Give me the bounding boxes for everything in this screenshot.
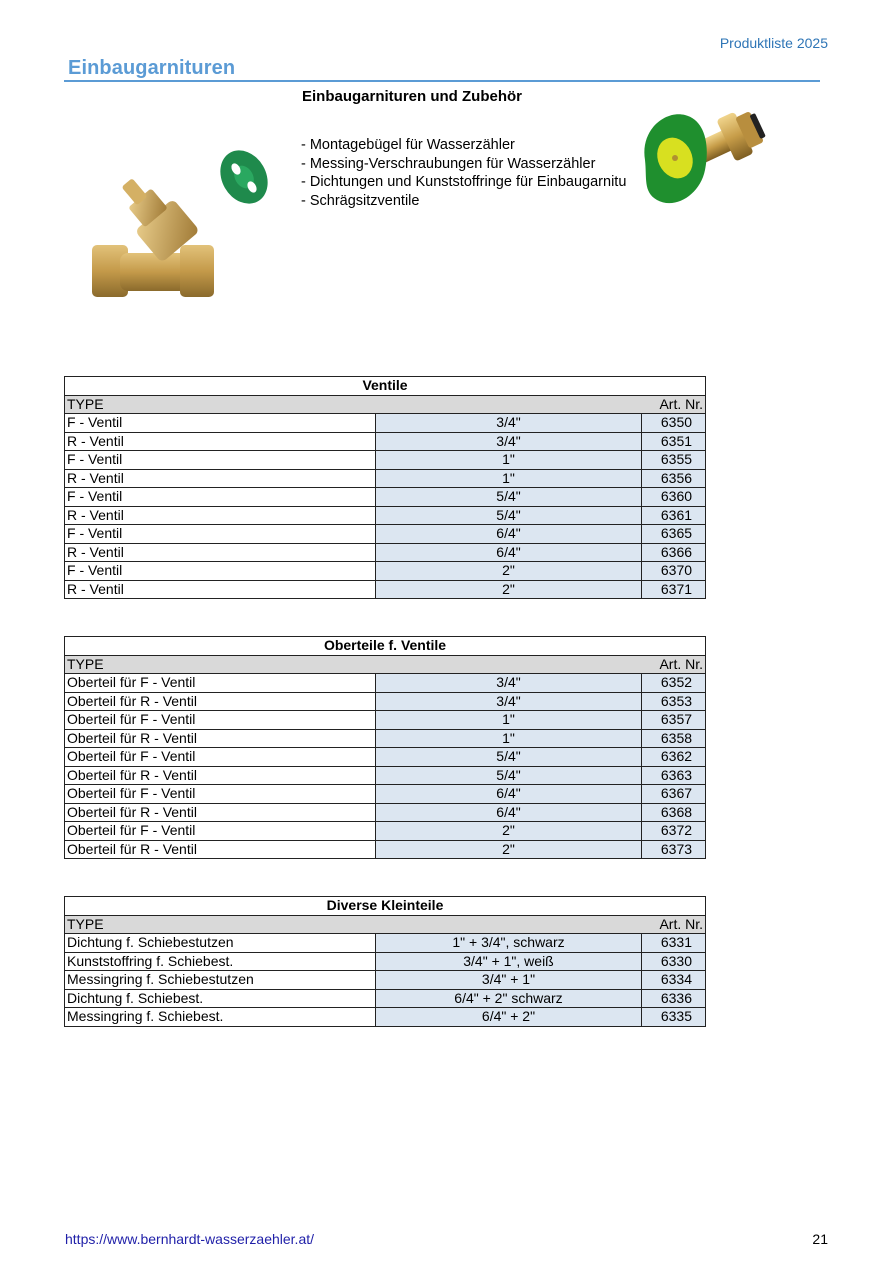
art-nr-cell: 6330 <box>642 952 706 971</box>
art-nr-cell: 6355 <box>642 451 706 470</box>
size-cell: 3/4" + 1", weiß <box>376 952 642 971</box>
art-nr-cell: 6367 <box>642 785 706 804</box>
type-cell: Oberteil für F - Ventil <box>65 711 376 730</box>
intro-list-item: - Dichtungen und Kunststoffringe für Einbaugarnitu <box>301 174 627 191</box>
table-row <box>65 822 706 841</box>
art-nr-cell: 6372 <box>642 822 706 841</box>
table-row <box>65 971 706 990</box>
size-cell: 6/4" + 2" <box>376 1008 642 1027</box>
art-nr-cell: 6363 <box>642 766 706 785</box>
table-row <box>65 748 706 767</box>
art-nr-cell: 6353 <box>642 692 706 711</box>
type-cell: R - Ventil <box>65 469 376 488</box>
size-cell: 6/4" + 2" schwarz <box>376 989 642 1008</box>
art-nr-cell: 6360 <box>642 488 706 507</box>
column-header-art-nr: Art. Nr. <box>642 915 706 934</box>
art-nr-cell: 6368 <box>642 803 706 822</box>
type-cell: F - Ventil <box>65 414 376 433</box>
table-row <box>65 934 706 953</box>
table-row <box>65 432 706 451</box>
table-oberteile <box>64 636 706 859</box>
table-row <box>65 803 706 822</box>
art-nr-cell: 6358 <box>642 729 706 748</box>
table-row <box>65 525 706 544</box>
table-title: Diverse Kleinteile <box>65 897 706 916</box>
table-row <box>65 488 706 507</box>
type-cell: Dichtung f. Schiebest. <box>65 989 376 1008</box>
type-cell: Oberteil für R - Ventil <box>65 840 376 859</box>
art-nr-cell: 6335 <box>642 1008 706 1027</box>
size-cell: 1" <box>376 469 642 488</box>
size-cell: 6/4" <box>376 785 642 804</box>
type-cell: Oberteil für F - Ventil <box>65 674 376 693</box>
column-header-type: TYPE <box>65 395 642 414</box>
table-row <box>65 766 706 785</box>
type-cell: Messingring f. Schiebest. <box>65 1008 376 1027</box>
table-row <box>65 414 706 433</box>
document-label: Produktliste 2025 <box>719 35 828 51</box>
type-cell: Oberteil für R - Ventil <box>65 766 376 785</box>
angle-seat-valve-image <box>80 145 270 305</box>
size-cell: 3/4" <box>376 414 642 433</box>
type-cell: F - Ventil <box>65 525 376 544</box>
size-cell: 3/4" + 1" <box>376 971 642 990</box>
intro-title: Einbaugarnituren und Zubehör <box>302 88 522 105</box>
size-cell: 5/4" <box>376 766 642 785</box>
table-row <box>65 989 706 1008</box>
size-cell: 3/4" <box>376 432 642 451</box>
type-cell: Oberteil für F - Ventil <box>65 822 376 841</box>
size-cell: 6/4" <box>376 803 642 822</box>
valve-body <box>120 253 190 291</box>
art-nr-cell: 6352 <box>642 674 706 693</box>
art-nr-cell: 6351 <box>642 432 706 451</box>
size-cell: 5/4" <box>376 488 642 507</box>
column-header-art-nr: Art. Nr. <box>642 655 706 674</box>
valve-right-port <box>180 245 214 297</box>
table-row <box>65 562 706 581</box>
type-cell: F - Ventil <box>65 488 376 507</box>
size-cell: 3/4" <box>376 674 642 693</box>
type-cell: R - Ventil <box>65 543 376 562</box>
art-nr-cell: 6334 <box>642 971 706 990</box>
type-cell: Oberteil für F - Ventil <box>65 785 376 804</box>
type-cell: R - Ventil <box>65 432 376 451</box>
table-row <box>65 729 706 748</box>
table-row <box>65 506 706 525</box>
art-nr-cell: 6365 <box>642 525 706 544</box>
page-title: Einbaugarnituren <box>68 57 236 79</box>
type-cell: Oberteil für R - Ventil <box>65 803 376 822</box>
table-row <box>65 952 706 971</box>
type-cell: Oberteil für R - Ventil <box>65 729 376 748</box>
table-row <box>65 711 706 730</box>
type-cell: R - Ventil <box>65 506 376 525</box>
size-cell: 2" <box>376 840 642 859</box>
art-nr-cell: 6370 <box>642 562 706 581</box>
size-cell: 6/4" <box>376 543 642 562</box>
size-cell: 3/4" <box>376 692 642 711</box>
column-header-type: TYPE <box>65 915 642 934</box>
art-nr-cell: 6371 <box>642 580 706 599</box>
table-row <box>65 1008 706 1027</box>
table-row <box>65 469 706 488</box>
intro-feature-list <box>301 136 638 210</box>
type-cell: Dichtung f. Schiebestutzen <box>65 934 376 953</box>
type-cell: F - Ventil <box>65 451 376 470</box>
table-title: Ventile <box>65 377 706 396</box>
table-row <box>65 785 706 804</box>
size-cell: 2" <box>376 580 642 599</box>
intro-list-item: - Schrägsitzventile <box>301 192 420 209</box>
size-cell: 6/4" <box>376 525 642 544</box>
table-title: Oberteile f. Ventile <box>65 637 706 656</box>
size-cell: 1" + 3/4", schwarz <box>376 934 642 953</box>
table-ventile <box>64 376 706 599</box>
table-row <box>65 580 706 599</box>
column-header-art-nr: Art. Nr. <box>642 395 706 414</box>
size-cell: 1" <box>376 451 642 470</box>
type-cell: Messingring f. Schiebestutzen <box>65 971 376 990</box>
art-nr-cell: 6373 <box>642 840 706 859</box>
page-number: 21 <box>812 1231 828 1247</box>
art-nr-cell: 6366 <box>642 543 706 562</box>
size-cell: 5/4" <box>376 748 642 767</box>
size-cell: 2" <box>376 562 642 581</box>
art-nr-cell: 6356 <box>642 469 706 488</box>
valve-upper-part-image <box>635 100 775 215</box>
table-row <box>65 451 706 470</box>
heading-divider <box>64 80 820 82</box>
table-kleinteile <box>64 896 706 1027</box>
art-nr-cell: 6357 <box>642 711 706 730</box>
column-header-type: TYPE <box>65 655 642 674</box>
size-cell: 2" <box>376 822 642 841</box>
table-row <box>65 840 706 859</box>
table-row <box>65 692 706 711</box>
type-cell: Oberteil für F - Ventil <box>65 748 376 767</box>
table-row <box>65 674 706 693</box>
art-nr-cell: 6362 <box>642 748 706 767</box>
type-cell: F - Ventil <box>65 562 376 581</box>
type-cell: R - Ventil <box>65 580 376 599</box>
type-cell: Kunststoffring f. Schiebest. <box>65 952 376 971</box>
art-nr-cell: 6336 <box>642 989 706 1008</box>
type-cell: Oberteil für R - Ventil <box>65 692 376 711</box>
size-cell: 1" <box>376 711 642 730</box>
art-nr-cell: 6331 <box>642 934 706 953</box>
art-nr-cell: 6350 <box>642 414 706 433</box>
size-cell: 5/4" <box>376 506 642 525</box>
size-cell: 1" <box>376 729 642 748</box>
website-link[interactable]: https://www.bernhardt-wasserzaehler.at/ <box>65 1231 315 1247</box>
intro-list-item: - Messing-Verschraubungen für Wasserzähler <box>301 155 596 172</box>
intro-list-item: - Montagebügel für Wasserzähler <box>301 137 515 153</box>
table-row <box>65 543 706 562</box>
art-nr-cell: 6361 <box>642 506 706 525</box>
